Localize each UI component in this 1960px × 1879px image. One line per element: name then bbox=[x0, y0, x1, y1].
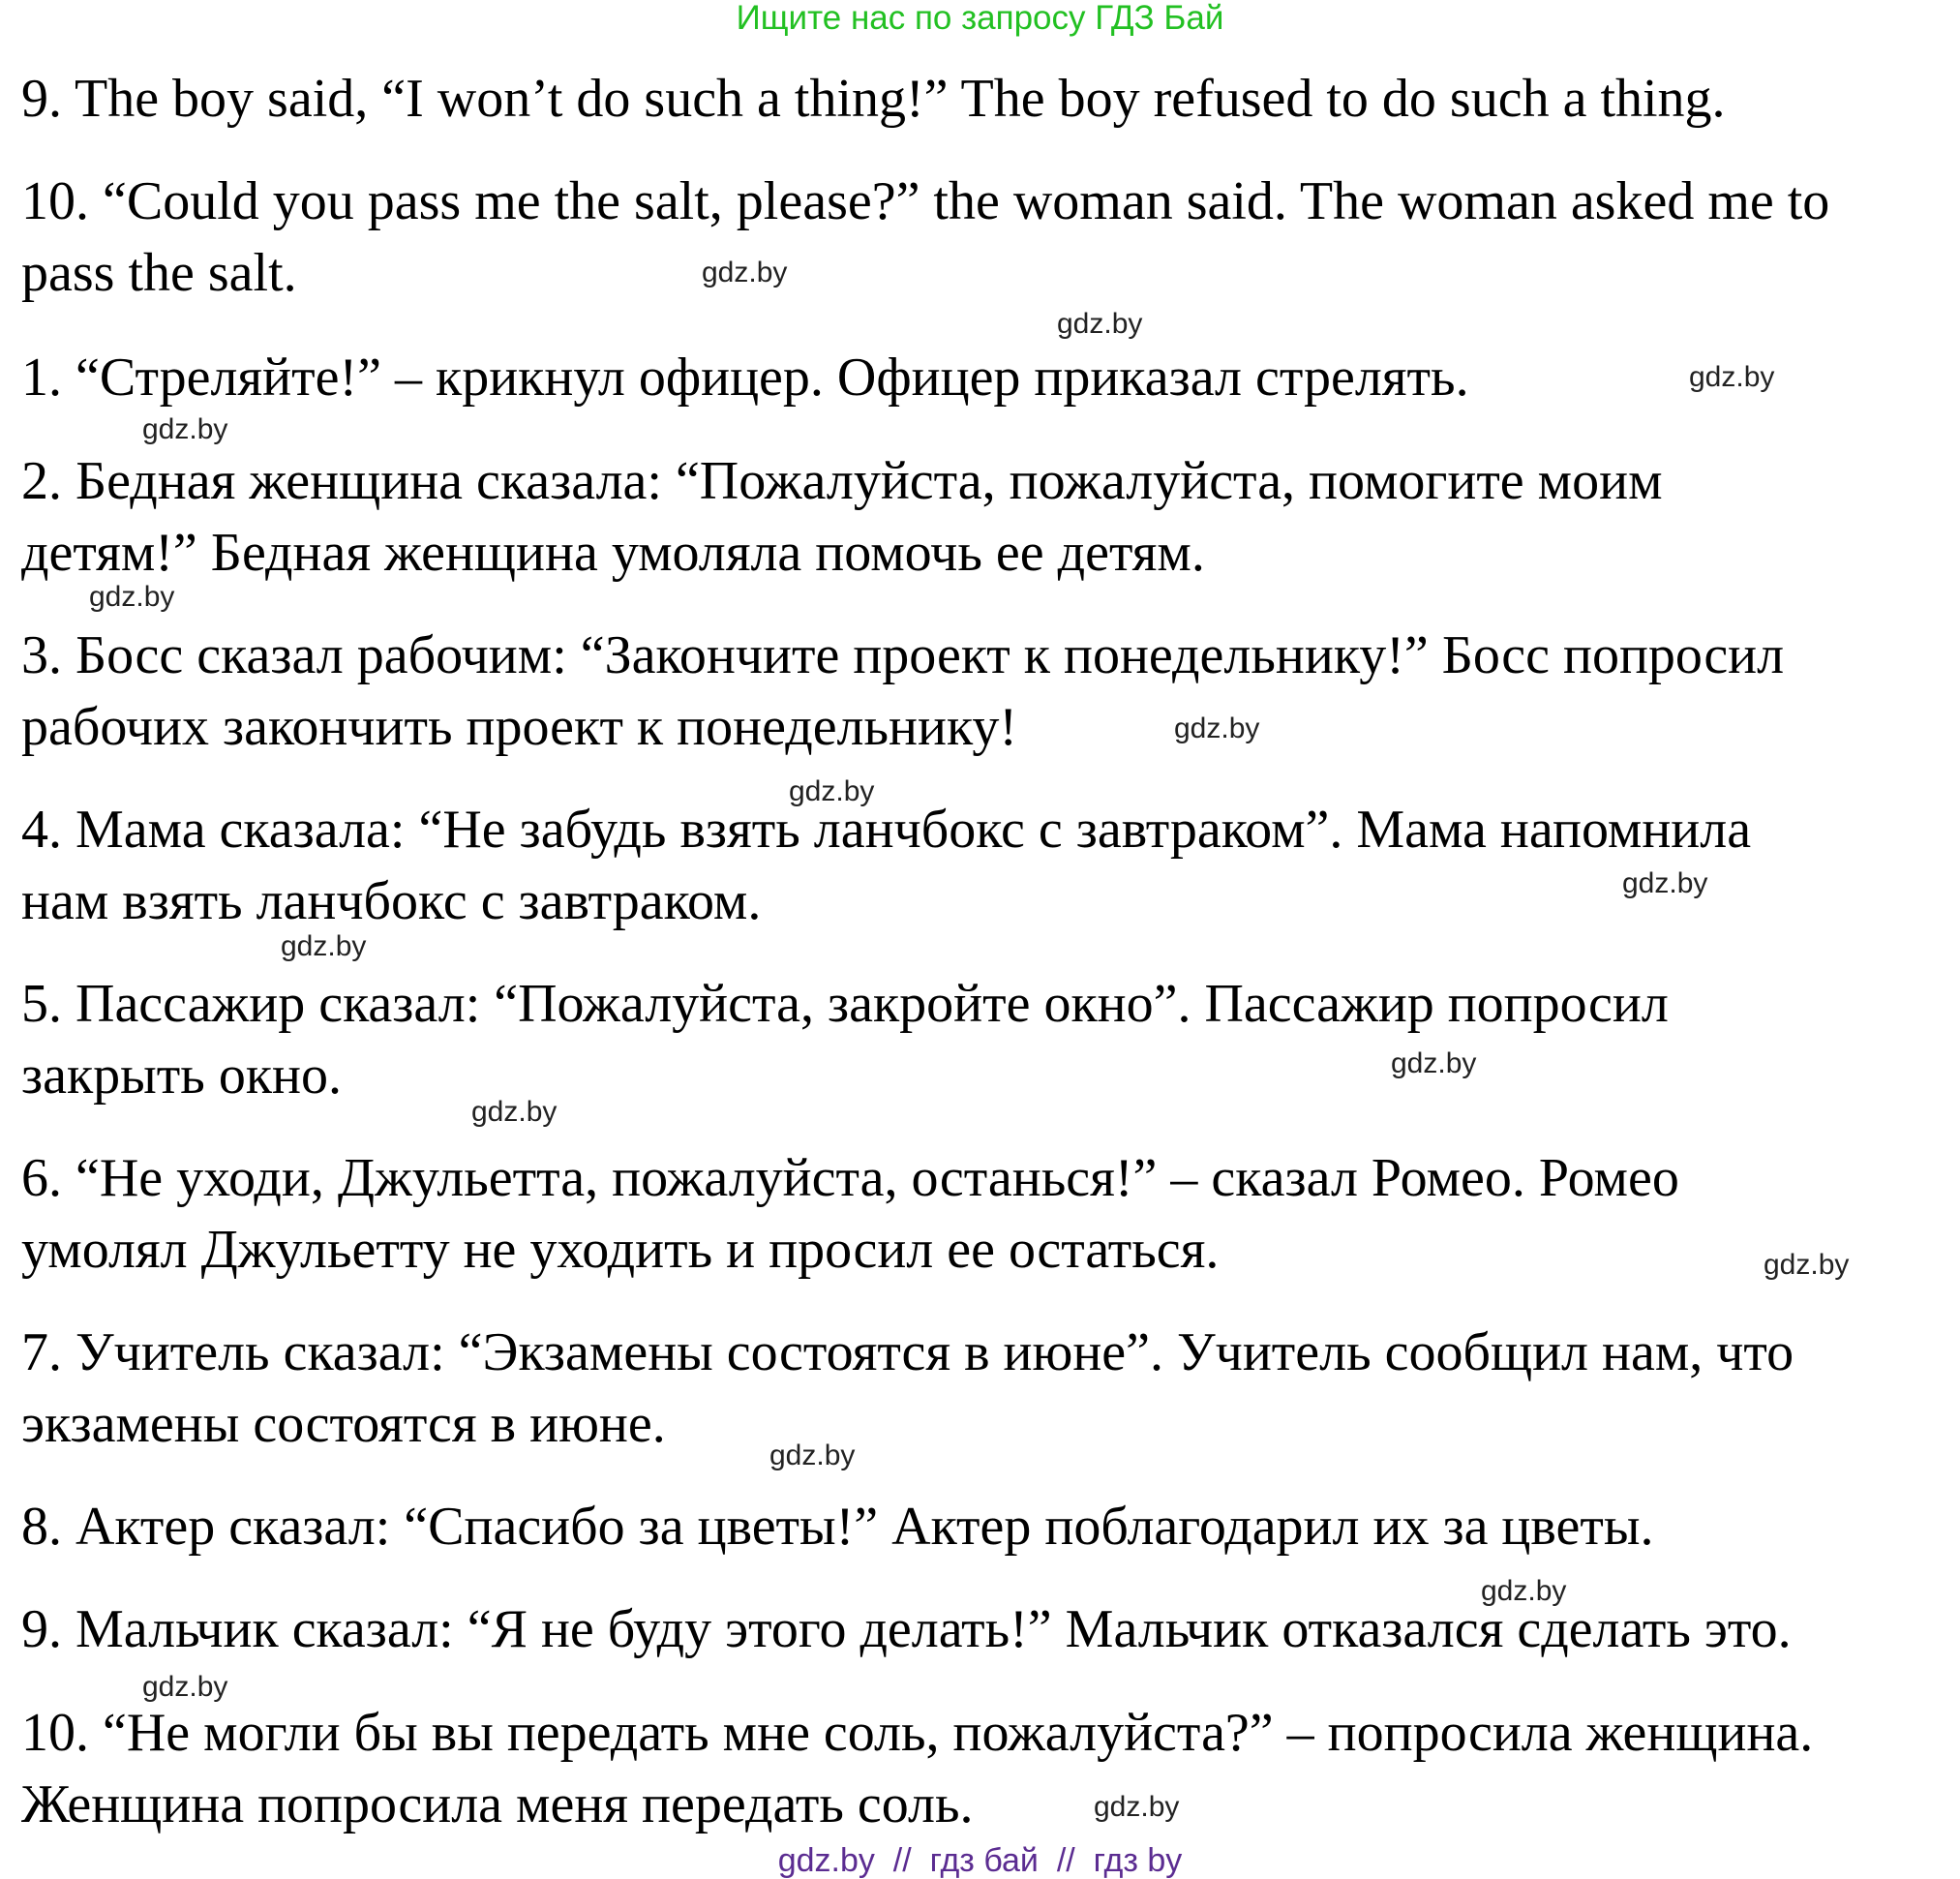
text-line: Женщина попросила меня передать соль. bbox=[21, 1774, 974, 1834]
watermark: gdz.by bbox=[142, 1671, 228, 1703]
watermark: gdz.by bbox=[789, 775, 875, 807]
text-line: детям!” Бедная женщина умоляла помочь ее детям. bbox=[21, 523, 1205, 583]
footer-links: gdz.by // гдз бай // гдз by bbox=[777, 1842, 1183, 1879]
watermark: gdz.by bbox=[1057, 308, 1143, 340]
watermark: gdz.by bbox=[1689, 361, 1775, 393]
text-line: 5. Пассажир сказал: “Пожалуйста, закройте окно”. Пассажир попросил bbox=[21, 974, 1669, 1034]
watermark: gdz.by bbox=[1764, 1249, 1850, 1281]
text-line: 1. “Стреляйте!” – крикнул офицер. Офицер приказал стрелять. bbox=[21, 348, 1469, 408]
text-line: закрыть окно. bbox=[21, 1046, 342, 1106]
watermark: gdz.by bbox=[769, 1440, 856, 1471]
watermark: gdz.by bbox=[89, 581, 175, 613]
text-line: 10. “Could you pass me the salt, please?” the woman said. The woman asked me to bbox=[21, 171, 1830, 231]
watermark: gdz.by bbox=[1481, 1575, 1567, 1607]
text-line: 3. Босс сказал рабочим: “Закончите проект к понедельнику!” Босс попросил bbox=[21, 625, 1785, 685]
watermark: gdz.by bbox=[1094, 1791, 1180, 1823]
text-line: 8. Актер сказал: “Спасибо за цветы!” Актер поблагодарил их за цветы. bbox=[21, 1497, 1654, 1557]
text-line: pass the salt. bbox=[21, 243, 297, 303]
watermark: gdz.by bbox=[1622, 867, 1708, 899]
text-line: 2. Бедная женщина сказала: “Пожалуйста, пожалуйста, помогите моим bbox=[21, 451, 1663, 511]
text-line: 4. Мама сказала: “Не забудь взять ланчбокс с завтраком”. Мама напомнила bbox=[21, 800, 1752, 860]
watermark: gdz.by bbox=[1391, 1047, 1477, 1079]
watermark: gdz.by bbox=[142, 413, 228, 445]
watermark: gdz.by bbox=[471, 1096, 558, 1128]
watermark: gdz.by bbox=[281, 930, 367, 962]
text-line: 7. Учитель сказал: “Экзамены состоятся в июне”. Учитель сообщил нам, что bbox=[21, 1322, 1794, 1382]
text-line: 10. “Не могли бы вы передать мне соль, пожалуйста?” – попросила женщина. bbox=[21, 1703, 1814, 1763]
text-line: рабочих закончить проект к понедельнику! bbox=[21, 697, 1018, 757]
text-line: умолял Джульетту не уходить и просил ее остаться. bbox=[21, 1220, 1220, 1280]
text-line: нам взять ланчбокс с завтраком. bbox=[21, 871, 762, 931]
watermark: gdz.by bbox=[702, 257, 788, 288]
text-line: 9. The boy said, “I won’t do such a thing!” The boy refused to do such a thing. bbox=[21, 69, 1726, 129]
text-line: 6. “Не уходи, Джульетта, пожалуйста, останься!” – сказал Ромео. Ромео bbox=[21, 1148, 1679, 1208]
text-line: 9. Мальчик сказал: “Я не буду этого делать!” Мальчик отказался сделать это. bbox=[21, 1599, 1792, 1659]
watermark: gdz.by bbox=[1174, 712, 1260, 744]
search-hint-banner: Ищите нас по запросу ГДЗ Бай bbox=[736, 0, 1224, 37]
text-line: экзамены состоятся в июне. bbox=[21, 1394, 666, 1454]
